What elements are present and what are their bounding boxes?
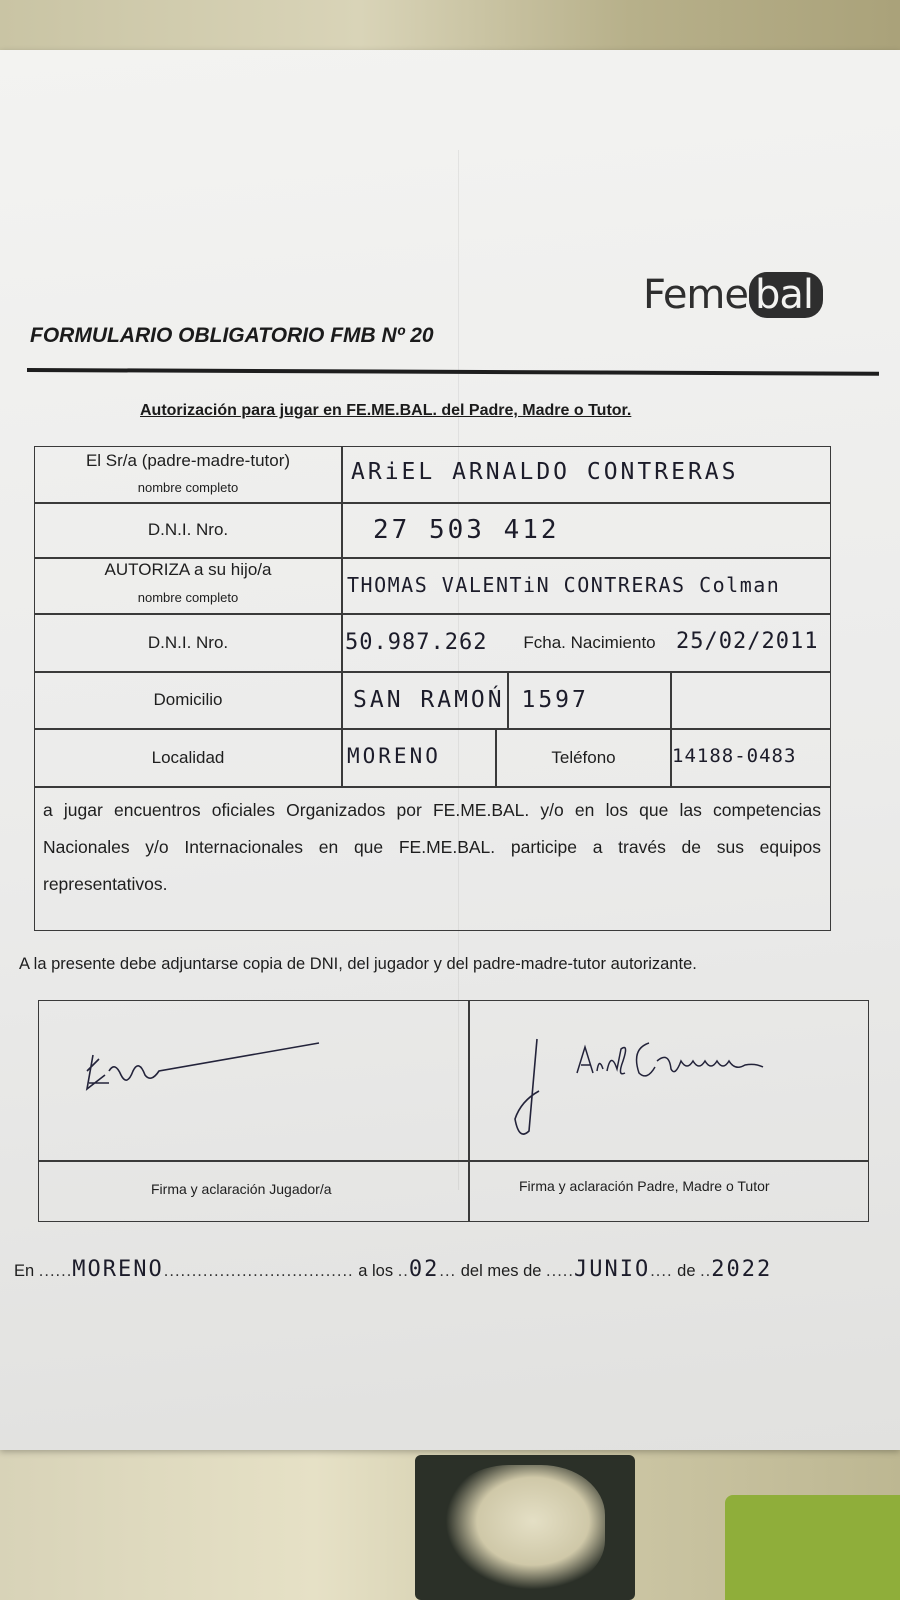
birthdate-value: 25/02/2011	[676, 629, 819, 654]
locality-value: MORENO	[347, 744, 441, 768]
child-name-value: THOMAS VALENTiN CONTRERAS Colman	[347, 573, 781, 597]
tutor-signature-caption: Firma y aclaración Padre, Madre o Tutor	[519, 1178, 770, 1194]
tutor-name-value: ARiEL ARNALDO CONTRERAS	[351, 459, 739, 485]
address-label: Domicilio	[153, 690, 223, 709]
row-divider	[35, 557, 830, 559]
form-sheet	[0, 50, 900, 1450]
signature-box	[38, 1000, 869, 1222]
player-signature	[79, 1031, 339, 1101]
address-value: SAN RAMOŃ 1597	[353, 687, 589, 713]
year-value: 2022	[711, 1257, 773, 1282]
phone-value: 14188-0483	[672, 745, 797, 767]
phone-label: Teléfono	[551, 748, 616, 767]
signature-column-divider	[468, 1001, 470, 1221]
player-signature-caption: Firma y aclaración Jugador/a	[151, 1181, 332, 1197]
tablecloth-green-patch	[725, 1495, 900, 1600]
signature-divider	[39, 1160, 868, 1162]
tutor-signature	[499, 1021, 799, 1141]
dni-tutor-value: 27 503 412	[373, 515, 560, 545]
row-divider	[35, 786, 830, 788]
form-title: FORMULARIO OBLIGATORIO FMB Nº 20	[30, 324, 434, 347]
femebal-logo: Feme bal	[643, 272, 823, 318]
form-subtitle: Autorización para jugar en FE.ME.BAL. del Padre, Madre o Tutor.	[140, 402, 632, 419]
tutor-sublabel: nombre completo	[137, 480, 239, 495]
authorization-text: a jugar encuentros oficiales Organizados por FE.ME.BAL. y/o en los que las competencias Nacionales y/o Internacionales en que FE.ME.BAL. participe a través de sus equipos representativos.	[43, 800, 821, 894]
locality-label: Localidad	[151, 748, 225, 767]
dni-child-label: D.N.I. Nro.	[147, 633, 229, 652]
dni-child-value: 50.987.262	[345, 630, 488, 655]
dni-label: D.N.I. Nro.	[147, 520, 229, 539]
row-divider	[35, 502, 830, 504]
row-divider	[35, 728, 830, 730]
mes-label: del mes de	[460, 1262, 542, 1280]
row-divider	[35, 671, 830, 673]
de-label: de	[677, 1262, 696, 1280]
birthdate-label: Fcha. Nacimiento	[523, 633, 656, 652]
place-date-line: En ......MORENO.................................. a los ..02... del mes de .....JUNIO.... de ..2022	[14, 1257, 773, 1282]
authorization-table	[34, 446, 831, 931]
row-divider	[35, 613, 830, 615]
title-divider	[27, 368, 879, 376]
attachment-note: A la presente debe adjuntarse copia de DNI, del jugador y del padre-madre-tutor autorizante.	[19, 955, 697, 973]
day-value: 02	[408, 1257, 440, 1282]
tutor-label: El Sr/a (padre-madre-tutor)	[85, 451, 291, 470]
en-label: En	[14, 1262, 35, 1280]
place-value: MORENO	[72, 1257, 164, 1282]
autoriza-sublabel: nombre completo	[137, 590, 239, 605]
column-divider	[341, 447, 343, 786]
a-los-label: a los	[358, 1262, 394, 1280]
leaf-pattern-image	[445, 1465, 605, 1590]
month-value: JUNIO	[573, 1257, 651, 1282]
column-divider	[670, 671, 672, 728]
autoriza-label: AUTORIZA a su hijo/a	[104, 560, 272, 579]
